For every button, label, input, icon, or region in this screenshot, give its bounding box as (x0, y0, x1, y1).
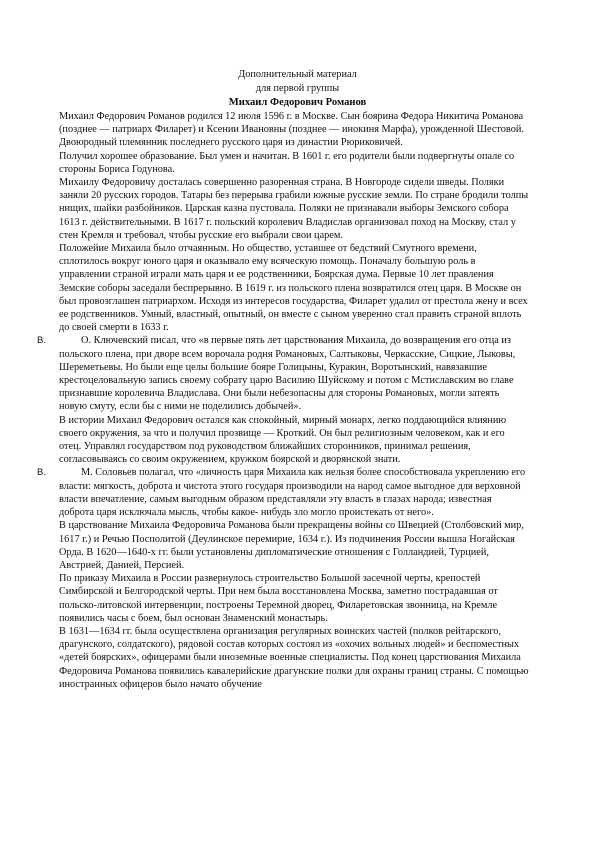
paragraph-klyuchevsky (37, 334, 529, 413)
paragraph-solovyov (37, 466, 529, 519)
document-body (37, 110, 529, 691)
paragraph-meek: В истории Михаил Федорович остался как спокойный, мирный монарх, легко поддающийся влиянию своего окружения, за что и получил прозвище — Кроткий. Он был религиозным человеком, как и его отец. Управлял государством под руководством ближайших сторонников, принимал решения, согласовываясь со своим окружением, кружком боярской и дворянской знати. (59, 414, 507, 466)
document-title: Михаил Федорович Романов (228, 97, 367, 108)
paragraph-klyuchevsky-text: О. Ключевский писал, что «в первые пять лет царствования Михаила, до возвращения его отца из польского плена, при дворе всем ворочала родня Романовых, Салтыковы, Черкасские, Сицкие, Лыковы, Шереметьевы. Но были еще целы большие бояре Голицыны, Куракин, Воротынский, навязавшие крестоцеловальную запись своему собрату царю Василию Шуйскому и потом с Мстиславским во главе признавшие королевича Владислава. Они были небезопасны для стороны Романовых, могли затеять новую смуту, если бы с ними не поделились добычей». (59, 335, 516, 413)
header-line-1: Дополнительный материал (238, 69, 357, 80)
paragraph-army: В 1631—1634 гг. была осуществлена организация регулярных воинских частей (полков рейтарского, драгунского, солдатского), рядовой состав которых состоял из «охочих вольных людей» и беспоместных «детей боярских», офицерами были иноземные военные специалисты. Под конец царствования Михаила Федоровича Романова появились кавалерийские драгунские полки для охраны границ страны. С помощью иностранных офицеров было начато обучение (59, 625, 529, 690)
paragraph-foreign-policy: В царствование Михаила Федоровича Романова были прекращены войны со Швецией (Столбовский мир, 1617 г.) и Речью Посполитой (Деулинское перемирие, 1634 г.). Из подчинения России вышла Ногайская Орда. В 1620—1640-х гг. были установлены дипломатические отношения с Голландией, Турцией, Австрией, Данией, Персией. (59, 520, 524, 571)
paragraph-ruined-country: Михаилу Федоровичу досталась совершенно разоренная страна. В Новгороде сидели шведы. Поляки заняли 20 русских городов. Татары без перерыва грабили южные русские земли. По стране бродили толпы нищих, шайки разбойников. Царская казна пустовала. Поляки не признавали выборы Земского собора 1613 г. действительными. В 1617 г. польский королевич Владислав организовал поход на Москву, стал у стен Кремля и требовал, чтобы русские его выбрали свои царем. (59, 177, 529, 241)
paragraph-birth: Михаил Федорович Романов родился 12 июля 1596 г. в Москве. Сын боярина Федора Никитича Романова (позднее — патриарх Филарет) и Ксении Ивановны (позднее — инокиня Марфа), урожденной Шестовой. Двоюродный племянник последнего русского царя из династии Рюриковичей. (59, 111, 524, 149)
paragraph-situation: Положейие Михаила было отчаянным. Но общество, уставшее от бедствий Смутного времени, сплотилось вокруг юного царя и оказывало ему всяческую помощь. Поначалу большую роль в управлении страной играли мать царя и ее родственники, Боярская дума. Первые 10 лет правления Земские соборы заседали беспрерывно. В 1619 г. из польского плена возвратился отец царя. В Москве он был провозглашен патриархом. Исходя из интересов государства, Филарет удалил от престола жену и всех ее родственников. Умный, властный, опытный, он вместе с сыном уверенно стал править страной вплоть до своей смерти в 1633 г. (59, 243, 528, 334)
header-line-2: для первой группы (255, 83, 340, 94)
paragraph-education: Получил хорошее образование. Был умен и начитан. В 1601 г. его родители были подвергнуты опале со стороны Бориса Годунова. (59, 150, 515, 175)
paragraph-solovyov-text: М. Соловьев полагал, что «личность царя Михаила как нельзя более способствовала укреплению его власти: мягкость, доброта и чистота этого государя производили на народ самое выгодное для верховной власти впечатление, самым выгодным образом представляли эту власть в глазах народа; известная доброта царя исключала мысль, чтобы какое- нибудь зло могло проистекать от него». (59, 467, 526, 519)
list-marker: В. (37, 467, 46, 479)
list-marker: В. (37, 335, 46, 347)
paragraph-construction: По приказу Михаила в России развернулось строительство Большой засечной черты, крепостей Симбирской и Белгородской черты. При нем была восстановлена Москва, заметно пострадавшая от польско-литовской интервенции, построены Теремной дворец, Филаретовская звонница, на Кремле появились часы с боем, был основан Знаменский монастырь. (59, 573, 498, 624)
